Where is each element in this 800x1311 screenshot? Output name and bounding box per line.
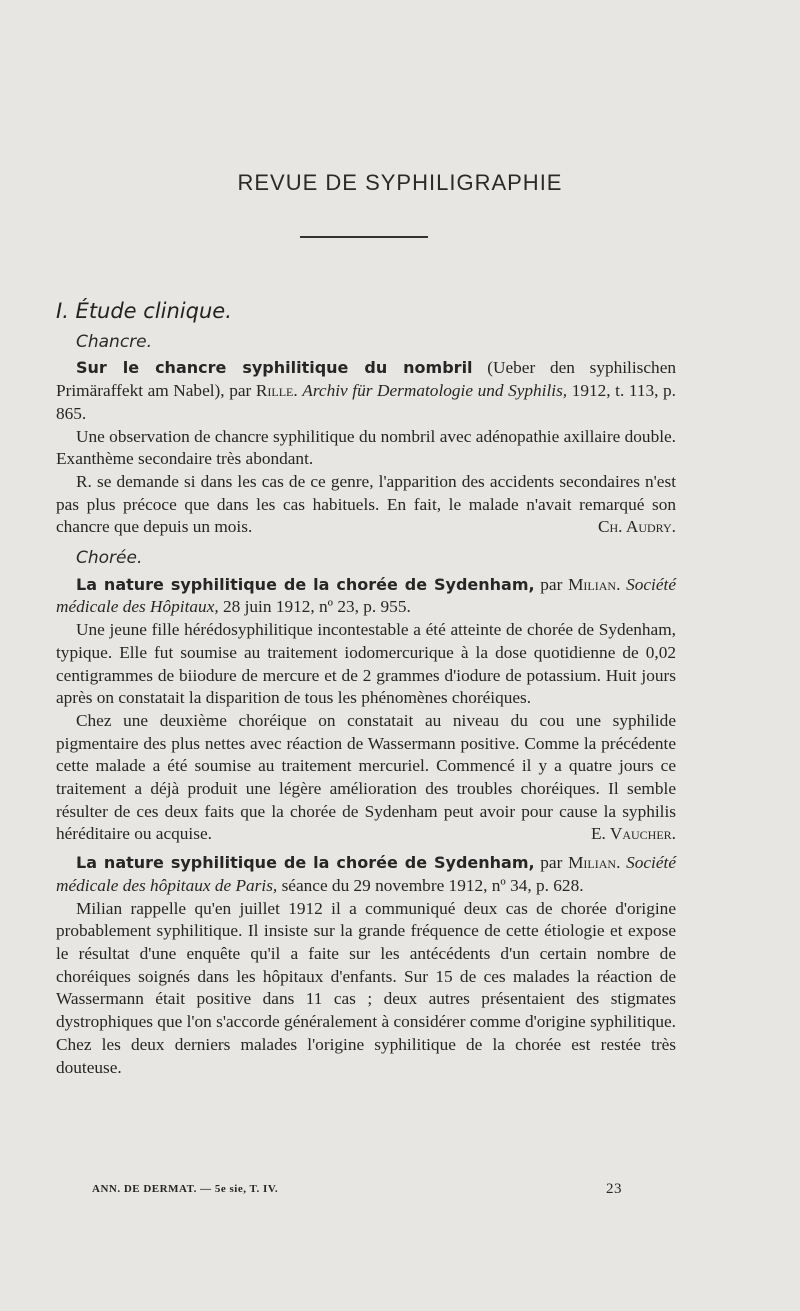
entry-1-paragraph-2: R. se demande si dans les cas de ce genre, l'apparition des accidents secondaires n'est pas plus précoce que dans les cas habituels. En fait, le malade n'avait remarqué son chancre que depuis un mois. Ch. Audry. [56, 471, 676, 539]
footer-journal-ref: ANN. DE DERMAT. — 5e sie, T. IV. [92, 1183, 279, 1195]
entry-3-journal: Société médicale des hôpitaux de Paris, [56, 853, 677, 895]
entry-1-author: Rille [255, 381, 294, 401]
section-heading: I. Étude clinique. [56, 299, 232, 323]
entry-2-reference: La nature syphilitique de la chorée de Sydenham, par Milian. Société médicale des Hôpitaux, 28 juin 1912, nº 23, p. 955. [56, 574, 677, 617]
page-content [56, 300, 676, 1079]
entry-2-paragraph-2: Chez une deuxième choréique on constatait au niveau du cou une syphilide pigmentaire des plus nettes avec réaction de Wassermann positive. Comme la précédente cette malade a été soumise au traitement mercuriel. Commencé il y a quatre jours ce traitement a déjà produit une légère amélioration des troubles choréiques. Il semble résulter de ces deux faits que la chorée de Sydenham peut avoir pour cause la syphilis héréditaire ou acquise. E. Vaucher. [56, 710, 676, 846]
entry-2-paragraph-1: Une jeune fille hérédosyphilitique incontestable a été atteinte de chorée de Sydenham, typique. Elle fut soumise au traitement iodomercurique à la dose quotidienne de 0,02 centigrammes de biiodure de mercure et de 2 grammes d'iodure de potassium. Huit jours après on constatait la disparition de tous les phénomènes choréiques. [56, 620, 676, 708]
entry-1-reference: Sur le chancre syphilitique du nombril (Ueber den syphilischen Primäraffekt am Nabel), par Rille. Archiv für Dermatologie und Syphilis, 1912, t. 113, p. 865. [56, 358, 677, 423]
subsection-heading-chancre: Chancre. [76, 331, 153, 352]
entry-1-journal: Archiv für Dermatologie und Syphilis, [302, 381, 568, 401]
entry-2-signature: E. Vaucher. [590, 824, 676, 844]
entry-2-title: La nature syphilitique de la chorée de Sydenham, [76, 574, 535, 594]
entry-1-title: Sur le chancre syphilitique du nombril [76, 358, 473, 378]
entry-1-signature: Ch. Audry. [597, 517, 676, 537]
entry-3-title: La nature syphilitique de la chorée de Sydenham, [76, 853, 535, 873]
subsection-heading-choree: Chorée. [76, 548, 143, 569]
entry-3-reference: La nature syphilitique de la chorée de Sydenham, par Milian. Société médicale des hôpitaux de Paris, séance du 29 novembre 1912, nº 34, p. 628. [56, 853, 677, 895]
journal-title: REVUE DE SYPHILIGRAPHIE [237, 170, 563, 195]
entry-3-paragraph-1: Milian rappelle qu'en juillet 1912 il a communiqué deux cas de chorée d'origine probablement syphilitique. Il insiste sur la grande fréquence de cette étiologie et expose le résultat d'une enquête qu'il a faite sur les antécédents d'un certain nombre de choréiques soignés dans les hôpitaux d'enfants. Sur 15 de ces malades la réaction de Wassermann était positive dans 11 cas ; deux autres présentaient des stigmates dystrophiques que l'on s'accorde généralement à considérer comme d'origine syphilitique. Chez les deux derniers malades l'origine syphilitique de la chorée est restée très douteuse. [56, 898, 676, 1077]
page-number: 23 [606, 1181, 622, 1197]
entry-2-author: Milian [568, 574, 617, 594]
entry-1-paragraph-1: Une observation de chancre syphilitique du nombril avec adénopathie axillaire double. Exanthème secondaire très abondant. [56, 426, 676, 469]
title-rule [300, 236, 428, 238]
entry-2-journal: Société médicale des Hôpitaux, [56, 574, 677, 617]
page-footer [92, 1183, 622, 1195]
entry-3-author: Milian [568, 853, 617, 873]
